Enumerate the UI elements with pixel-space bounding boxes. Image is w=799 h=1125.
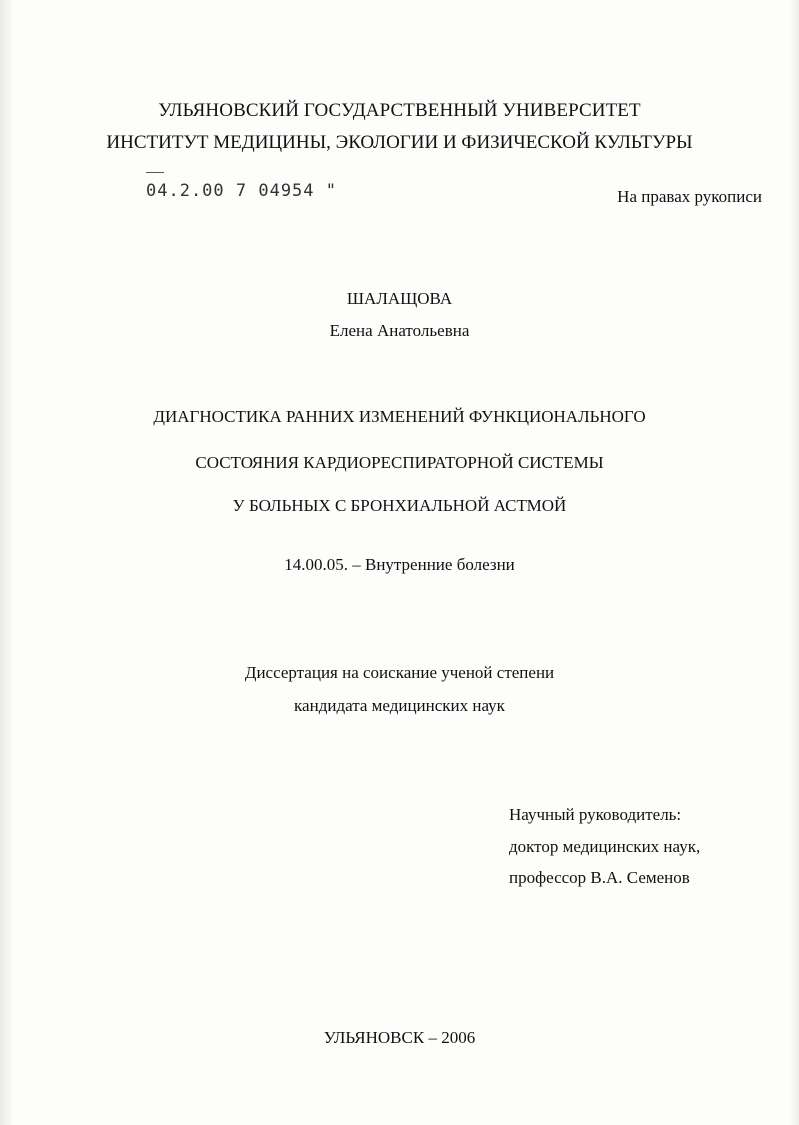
institute-name: ИНСТИТУТ МЕДИЦИНЫ, ЭКОЛОГИИ И ФИЗИЧЕСКОЙ КУЛЬТУРЫ [106, 132, 693, 153]
place-and-year: УЛЬЯНОВСК – 2006 [323, 1028, 476, 1047]
author-surname: ШАЛАЩОВА [346, 289, 453, 308]
author-given-names: Елена Анатольевна [329, 321, 470, 340]
degree-line-2: кандидата медицинских наук [294, 696, 505, 715]
supervisor-heading: Научный руководитель: [509, 805, 682, 824]
university-name: УЛЬЯНОВСКИЙ ГОСУДАРСТВЕННЫЙ УНИВЕРСИТЕТ [158, 100, 641, 121]
specialty-code: 14.00.05. – Внутренние болезни [284, 555, 515, 574]
dissertation-title-line-1: ДИАГНОСТИКА РАННИХ ИЗМЕНЕНИЙ ФУНКЦИОНАЛЬНОГО [153, 407, 646, 426]
rights-note: На правах рукописи [617, 187, 762, 206]
archive-code-stamp: 04.2.00 7 04954 " [146, 181, 337, 201]
supervisor-name: профессор В.А. Семенов [509, 868, 690, 887]
archive-code-mark [146, 172, 164, 173]
supervisor-degree: доктор медицинских наук, [509, 837, 701, 856]
degree-line-1: Диссертация на соискание ученой степени [244, 663, 555, 682]
dissertation-title-line-3: У БОЛЬНЫХ С БРОНХИАЛЬНОЙ АСТМОЙ [232, 496, 567, 515]
dissertation-title-line-2: СОСТОЯНИЯ КАРДИОРЕСПИРАТОРНОЙ СИСТЕМЫ [195, 453, 604, 472]
